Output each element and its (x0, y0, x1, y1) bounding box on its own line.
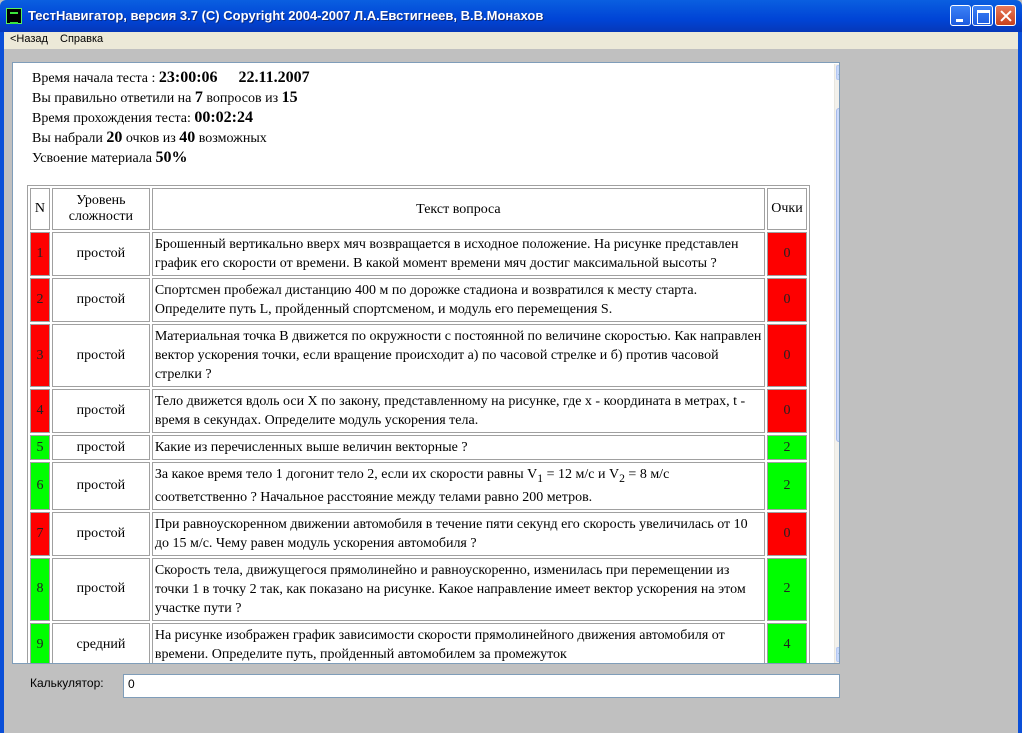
row-number: 6 (30, 462, 50, 510)
row-score: 0 (767, 512, 807, 556)
row-number: 3 (30, 324, 50, 387)
duration-value: 00:02:24 (194, 109, 253, 126)
row-score: 0 (767, 232, 807, 276)
window-frame-left (0, 32, 4, 733)
correct-middle: вопросов из (202, 91, 282, 106)
scroll-down-icon[interactable] (836, 647, 840, 662)
question-text-part: = 8 м/с соответственно ? Начальное расстояние между телами равно 200 метров. (154, 467, 670, 505)
row-number: 7 (30, 512, 50, 556)
table-row (30, 435, 807, 460)
row-score: 2 (767, 462, 807, 510)
table-row (30, 462, 807, 510)
results-table (27, 185, 810, 664)
score-max: 40 (179, 129, 196, 146)
row-number: 5 (30, 435, 50, 460)
correct-count: 7 (194, 89, 203, 106)
menu-bar (0, 32, 1022, 49)
title-bar (0, 0, 1022, 32)
close-button[interactable] (995, 5, 1016, 26)
row-level: простой (52, 558, 150, 621)
row-level: простой (52, 462, 150, 510)
test-summary (32, 68, 310, 168)
minimize-button[interactable] (950, 5, 971, 26)
calculator-label: Калькулятор: (30, 676, 104, 690)
menu-help[interactable]: Справка (60, 33, 104, 45)
scroll-up-icon[interactable] (836, 65, 840, 80)
row-level: простой (52, 324, 150, 387)
row-level: простой (52, 278, 150, 322)
row-question-text: Какие из перечисленных выше величин векторные ? (152, 435, 765, 460)
row-question-text: Материальная точка В движется по окружности с постоянной по величине скоростью. Как направлен вектор ускорения точки, если вращение происходит а) по часовой стрелке и б) против часовой стрелки ? (152, 324, 765, 387)
score-middle: очков из (122, 131, 180, 146)
question-text-part: = 12 м/с и V (543, 467, 620, 482)
app-icon (6, 8, 22, 24)
row-level: средний (52, 623, 150, 664)
window-title: ТестНавигатор, версия 3.7 (C) Copyright 2004-2007 Л.А.Евстигнеев, В.В.Монахов (28, 8, 544, 23)
row-level: простой (52, 512, 150, 556)
duration-label: Время прохождения теста: (32, 111, 195, 126)
row-score: 0 (767, 389, 807, 433)
row-question-text: Скорость тела, движущегося прямолинейно и равноускоренно, изменилась при перемещении из точки 1 в точку 2 так, как показано на рисунке. Какое направление имеет вектор ускорения на этом участке пути ? (152, 558, 765, 621)
calculator-input[interactable]: 0 (123, 674, 840, 698)
table-row (30, 558, 807, 621)
row-number: 4 (30, 389, 50, 433)
row-score: 4 (767, 623, 807, 664)
row-number: 9 (30, 623, 50, 664)
start-date: 22.11.2007 (238, 69, 310, 86)
maximize-button[interactable] (972, 5, 993, 26)
start-time: 23:00:06 (158, 69, 218, 86)
subscript: 2 (619, 471, 625, 485)
table-row (30, 278, 807, 322)
scrollbar-thumb[interactable] (836, 108, 840, 442)
row-level: простой (52, 389, 150, 433)
row-number: 8 (30, 558, 50, 621)
table-row (30, 512, 807, 556)
header-level: Уровень сложности (52, 188, 150, 230)
correct-prefix: Вы правильно ответили на (32, 91, 195, 106)
mastery-label: Усвоение материала (32, 151, 156, 166)
row-question-text: Тело движется вдоль оси Х по закону, представленному на рисунке, где х - координата в метрах, t - время в секундах. Определите модуль ускорения тела. (152, 389, 765, 433)
summary-start (32, 68, 310, 88)
total-count: 15 (281, 89, 298, 106)
score-suffix: возможных (195, 131, 267, 146)
summary-mastery (32, 148, 310, 168)
window-frame-right (1018, 32, 1022, 733)
row-number: 2 (30, 278, 50, 322)
row-question-text: На рисунке изображен график зависимости скорости прямолинейного движения автомобиля от времени. Определите путь, пройденный автомобилем за промежуток (152, 623, 765, 664)
row-score: 2 (767, 435, 807, 460)
row-question-text: При равноускоренном движении автомобиля в течение пяти секунд его скорость увеличилась от 10 до 15 м/с. Чему равен модуль ускорения автомобиля ? (152, 512, 765, 556)
menu-back[interactable]: <Назад (10, 33, 48, 45)
summary-score (32, 128, 310, 148)
header-question-text: Текст вопроса (152, 188, 765, 230)
mastery-value: 50% (155, 149, 188, 166)
row-level: простой (52, 232, 150, 276)
table-row (30, 324, 807, 387)
summary-correct (32, 88, 310, 108)
header-number: N (30, 188, 50, 230)
header-score: Очки (767, 188, 807, 230)
row-score: 0 (767, 324, 807, 387)
row-level: простой (52, 435, 150, 460)
row-question-text: Спортсмен пробежал дистанцию 400 м по дорожке стадиона и возвратился к месту старта. Определите путь L, пройденный спортсменом, и модуль его перемещения S. (152, 278, 765, 322)
row-score: 0 (767, 278, 807, 322)
row-number: 1 (30, 232, 50, 276)
subscript: 1 (537, 471, 544, 485)
table-header-row (30, 188, 807, 230)
row-score: 2 (767, 558, 807, 621)
row-question-text: Брошенный вертикально вверх мяч возвращается в исходное положение. На рисунке представлен график его скорости от времени. В какой момент времени мяч достиг максимальной высоты ? (152, 232, 765, 276)
question-text-part: За какое время тело 1 догонит тело 2, если их скорости равны V (154, 467, 538, 482)
results-panel (12, 62, 840, 664)
start-label: Время начала теста : (32, 71, 159, 86)
vertical-scrollbar[interactable] (834, 64, 840, 664)
score-prefix: Вы набрали (32, 131, 107, 146)
table-row (30, 389, 807, 433)
table-row (30, 623, 807, 664)
score-value: 20 (106, 129, 123, 146)
row-question-text (152, 462, 765, 510)
table-row (30, 232, 807, 276)
summary-duration (32, 108, 310, 128)
